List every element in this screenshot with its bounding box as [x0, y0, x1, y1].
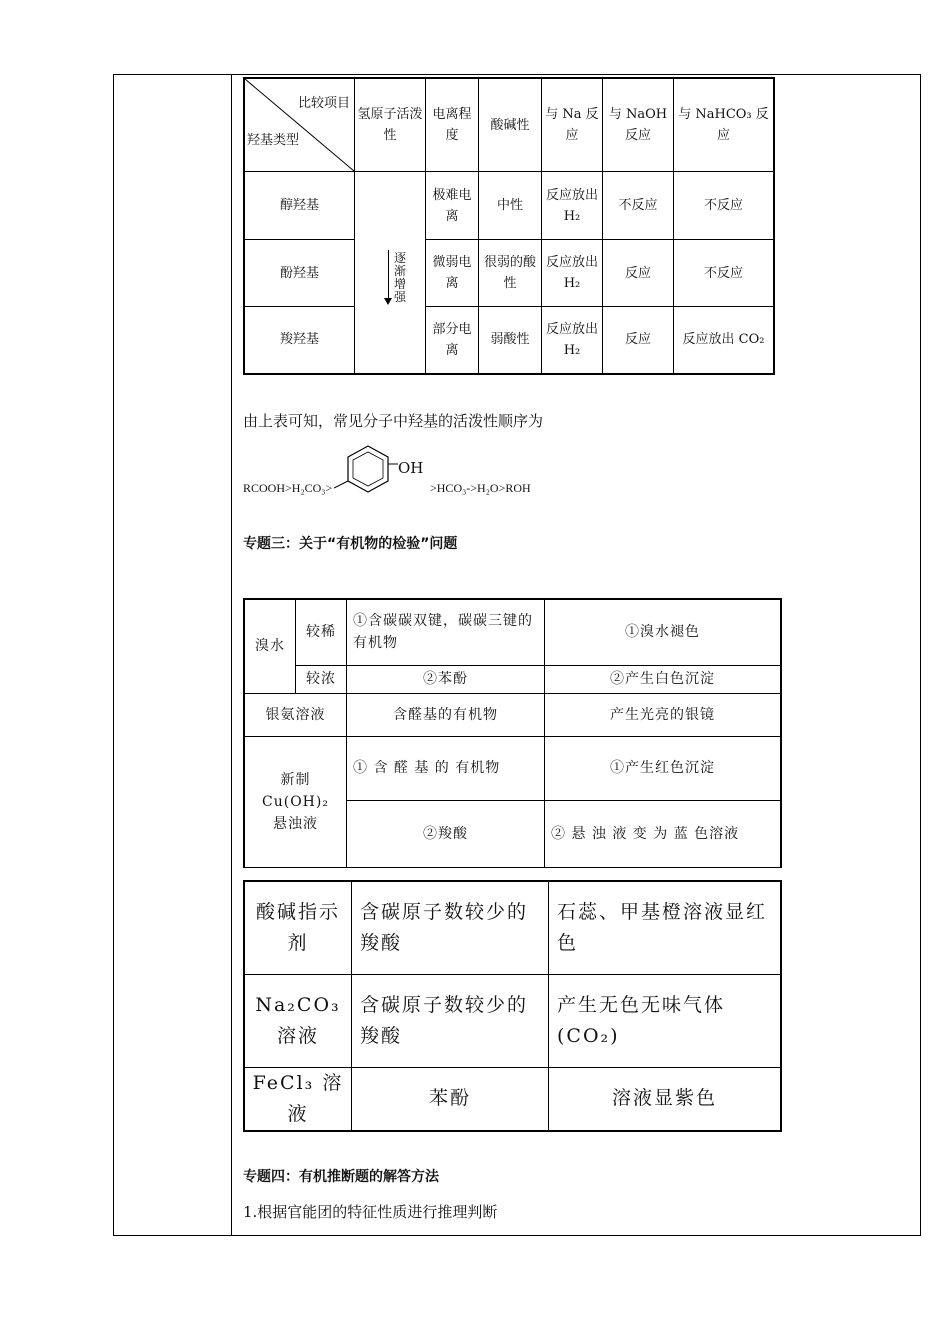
substance: 含碳原子数较少的羧酸 [352, 975, 549, 1068]
row-nahco3: 反应放出 CO₂ [674, 307, 775, 374]
diag-top-label: 比较项目 [297, 96, 350, 111]
formula-oh: OH [398, 459, 424, 477]
paragraph-conclusion: 由上表可知，常见分子中羟基的活泼性顺序为 [243, 412, 544, 430]
reagent: FeCl₃ 溶液 [244, 1067, 352, 1131]
dilute-substance: ①含碳碳双键，碳碳三键的有机物 [347, 599, 545, 665]
row-type: 酚羟基 [244, 240, 355, 307]
formula-left: RCOOH>H₂CO₃> [243, 481, 333, 495]
row-ionization: 微弱电离 [426, 240, 479, 307]
row-acidity: 很弱的酸性 [479, 240, 542, 307]
row-naoh: 反应 [603, 307, 674, 374]
header-cell: 与 NaHCO₃ 反应 [674, 78, 775, 172]
cu-substance-2: ②羧酸 [347, 800, 545, 867]
organic-test-table-continued [243, 880, 782, 1132]
paragraph-method-1: 1.根据官能团的特征性质进行推理判断 [243, 1203, 498, 1221]
hydroxyl-comparison-table [243, 77, 775, 375]
heading-topic-4: 专题四：有机推断题的解答方法 [243, 1169, 439, 1185]
row-nahco3: 不反应 [674, 240, 775, 307]
cu-result-1: ①产生红色沉淀 [545, 736, 782, 800]
result: 溶液显紫色 [549, 1067, 782, 1131]
cu-substance-1: ① 含 醛 基 的 有机物 [347, 736, 545, 800]
row-na: 反应放出 H₂ [542, 240, 603, 307]
row-ionization: 部分电离 [426, 307, 479, 374]
reagent: Na₂CO₃溶液 [244, 975, 352, 1068]
dilute-result: ①溴水褪色 [545, 599, 782, 665]
row-type: 醇羟基 [244, 172, 355, 240]
row-naoh: 反应 [603, 240, 674, 307]
silver-result: 产生光亮的银镜 [545, 693, 782, 736]
arrow-label: 逐渐增强 [393, 251, 406, 304]
substance: 含碳原子数较少的羧酸 [352, 881, 549, 975]
header-cell: 酸碱性 [479, 78, 542, 172]
row-acidity: 中性 [479, 172, 542, 240]
header-cell: 与 NaOH 反应 [603, 78, 674, 172]
result: 产生无色无味气体(CO₂) [549, 975, 782, 1068]
cu-result-2: ② 悬 浊 液 变 为 蓝 色溶液 [545, 800, 782, 867]
reagent: 酸碱指示剂 [244, 881, 352, 975]
row-na: 反应放出 H₂ [542, 172, 603, 240]
result: 石蕊、甲基橙溶液显红色 [549, 881, 782, 975]
reagent-silver-ammonia: 银氨溶液 [244, 693, 347, 736]
row-acidity: 弱酸性 [479, 307, 542, 374]
arrow-shaft [388, 250, 389, 300]
row-type: 羧羟基 [244, 307, 355, 374]
heading-topic-3: 专题三：关于“有机物的检验”问题 [243, 536, 458, 552]
benzene-ring-icon [334, 444, 398, 502]
header-cell: 电离程度 [426, 78, 479, 172]
substance: 苯酚 [352, 1067, 549, 1131]
column-divider [231, 74, 232, 1236]
formula-right: >HCO₃->H₂O>ROH [430, 481, 531, 495]
row-nahco3: 不反应 [674, 172, 775, 240]
reagent-copper-hydroxide: 新制Cu(OH)₂悬浊液 [244, 736, 347, 867]
row-ionization: 极难电离 [426, 172, 479, 240]
conc-substance: ②苯酚 [347, 665, 545, 693]
conc-result: ②产生白色沉淀 [545, 665, 782, 693]
bromine-conc: 较浓 [296, 665, 347, 693]
organic-test-table [243, 598, 782, 868]
activity-arrow-cell [355, 172, 426, 374]
reagent-bromine: 溴水 [244, 599, 296, 693]
diagonal-header-cell [244, 78, 355, 172]
bromine-dilute: 较稀 [296, 599, 347, 665]
silver-substance: 含醛基的有机物 [347, 693, 545, 736]
row-naoh: 不反应 [603, 172, 674, 240]
header-cell: 氢原子活泼性 [355, 78, 426, 172]
diag-bottom-label: 羟基类型 [247, 133, 300, 148]
arrow-down-icon [384, 298, 392, 305]
header-cell: 与 Na 反应 [542, 78, 603, 172]
row-na: 反应放出 H₂ [542, 307, 603, 374]
